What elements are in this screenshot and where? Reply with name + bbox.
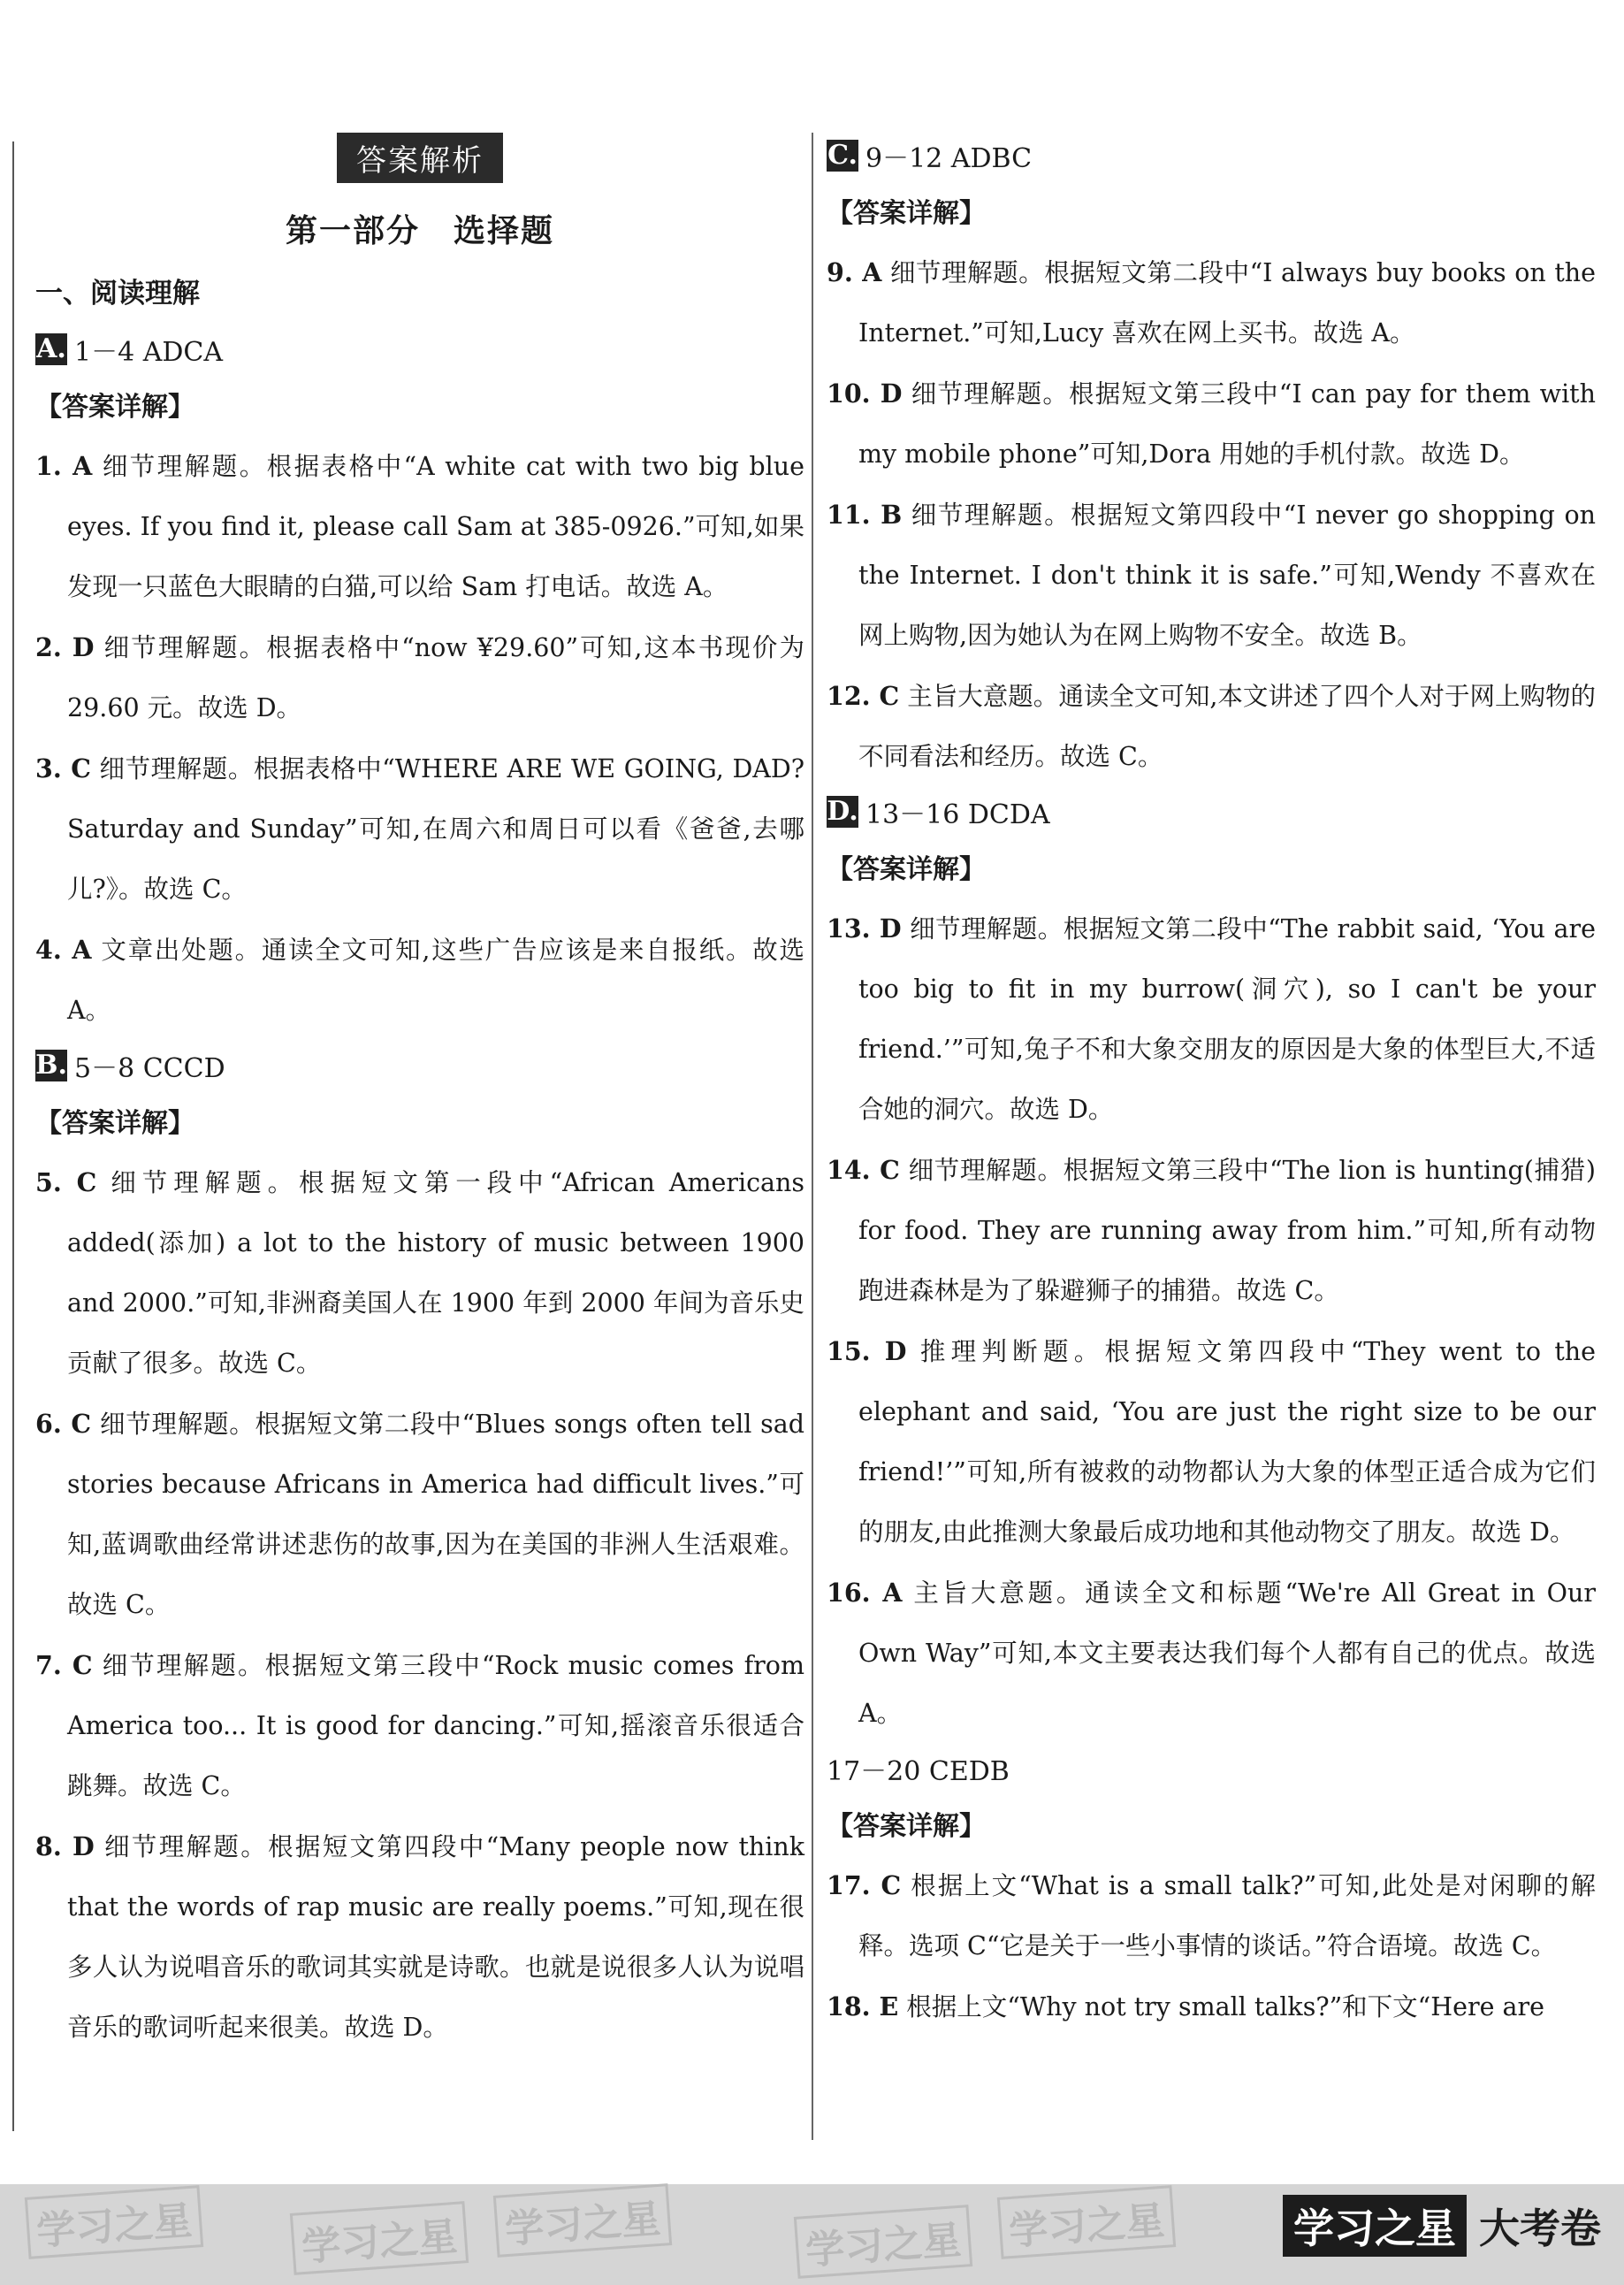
explanation-text: 细节理解题。根据短文第三段中“Rock music comes from America too... It is good for dancing.”可知,摇滚音乐很适合跳舞。故选 C。 <box>67 1651 804 1800</box>
detail-heading: 【答案详解】 <box>35 1108 194 1139</box>
question-number: 13. D <box>827 913 902 944</box>
question-explanation <box>35 1816 804 2058</box>
question-explanation <box>827 666 1596 787</box>
question-number: 12. C <box>827 681 900 711</box>
question-explanation <box>35 436 804 617</box>
explanation-text: 细节理解题。根据短文第三段中“The lion is hunting(捕猎) for food. They are running away from him.”可知,所有动物跑进森林是为了躲避狮子的捕猎。故选 C。 <box>858 1156 1596 1305</box>
detail-heading: 【答案详解】 <box>827 854 986 885</box>
part-title: 第一部分 选择题 <box>285 213 554 249</box>
explanation-text: 细节理解题。根据短文第四段中“I never go shopping on the Internet. I don't think it is safe.”可知,Wendy 不喜欢在网上购物,因为她认为在网上购物不安全。故选 B。 <box>858 501 1597 650</box>
question-explanation <box>827 363 1596 485</box>
explanation-text: 细节理解题。根据短文第二段中“I always buy books on the Internet.”可知,Lucy 喜欢在网上买书。故选 A。 <box>858 258 1596 348</box>
passage-badge: B. <box>35 1050 67 1081</box>
question-number: 5. C <box>35 1167 97 1197</box>
explanation-text: 细节理解题。根据短文第一段中“African Americans added(添加) a lot to the history of music between 1900 and 2000.”可知,非洲裔美国人在 1900 年到 2000 年间为音乐史贡献了很多。故选 C。 <box>67 1168 805 1378</box>
watermark-logo: 学习之星 <box>290 2201 469 2275</box>
brand-logo: 学习之星 <box>1283 2195 1467 2257</box>
section-title: 一、阅读理解 <box>35 278 200 310</box>
explanation-text: 文章出处题。通读全文可知,这些广告应该是来自报纸。故选 A。 <box>67 936 804 1025</box>
explanation-text: 细节理解题。根据短文第二段中“The rabbit said, ‘You are too big to fit in my burrow(洞穴), so I can't be your friend.’”可知,兔子不和大象交朋友的原因是大象的体型巨大,不适合她的洞穴。故选 D。 <box>858 914 1596 1124</box>
passage-badge: D. <box>827 796 858 827</box>
question-explanation <box>827 1855 1596 1976</box>
question-number: 10. D <box>827 378 903 409</box>
answer-key: 5－8 CCCD <box>74 1053 225 1084</box>
question-number: 2. D <box>35 632 95 662</box>
watermark-logo: 学习之星 <box>997 2185 1176 2259</box>
question-number: 1. A <box>35 451 93 481</box>
explanation-text: 根据上文“What is a small talk?”可知,此处是对闲聊的解释。选项 C“它是关于一些小事情的谈话。”符合语境。故选 C。 <box>858 1871 1596 1960</box>
passage-b-answers <box>35 1046 804 1085</box>
question-explanation <box>35 1635 804 1816</box>
explanation-text: 细节理解题。根据表格中“now ¥29.60”可知,这本书现价为 29.60 元。故选 D。 <box>67 633 804 722</box>
explanation-text: 细节理解题。根据表格中“A white cat with two big blue eyes. If you find it, please call Sam at 385-0926.”可知,如果发现一只蓝色大眼睛的白猫,可以给 Sam 打电话。故选 A。 <box>67 452 804 601</box>
brand-name: 大考卷 <box>1479 2205 1601 2252</box>
question-number: 8. D <box>35 1831 95 1861</box>
detail-heading: 【答案详解】 <box>827 1811 986 1842</box>
answer-key: 13－16 DCDA <box>865 799 1050 830</box>
detail-heading: 【答案详解】 <box>827 198 986 229</box>
explanation-text: 主旨大意题。通读全文可知,本文讲述了四个人对于网上购物的不同看法和经历。故选 C。 <box>858 682 1597 771</box>
question-explanation <box>827 242 1596 363</box>
answer-key: 17－20 CEDB <box>827 1756 1010 1787</box>
explanation-text: 主旨大意题。通读全文和标题“We're All Great in Our Own Way”可知,本文主要表达我们每个人都有自己的优点。故选 A。 <box>858 1578 1597 1728</box>
passage-badge: A. <box>36 333 66 364</box>
page-edge-line <box>0 141 14 2131</box>
left-column <box>35 133 804 2058</box>
question-explanation <box>35 1152 804 1394</box>
question-explanation <box>827 1563 1596 1744</box>
watermark-logo: 学习之星 <box>25 2185 203 2259</box>
question-number: 4. A <box>35 935 92 965</box>
watermark-logo: 学习之星 <box>493 2183 672 2258</box>
answer-key: 9－12 ADBC <box>865 143 1033 174</box>
watermark-logo: 学习之星 <box>794 2205 972 2279</box>
question-number: 14. C <box>827 1155 900 1185</box>
column-divider <box>812 133 813 2140</box>
question-number: 18. E <box>827 1991 899 2021</box>
question-number: 7. C <box>35 1650 93 1680</box>
question-number: 9. A <box>827 257 882 287</box>
answer-analysis-band <box>35 133 804 183</box>
explanation-text: 细节理解题。根据短文第四段中“Many people now think that the words of rap music are really poems.”可知,现在很多人认为说唱音乐的歌词其实就是诗歌。也就是说很多人认为说唱音乐的歌词听起来很美。故选 D。 <box>67 1832 804 2042</box>
passage-c-answers <box>827 136 1596 175</box>
brand-mark <box>1283 2195 1601 2257</box>
detail-heading: 【答案详解】 <box>35 392 194 423</box>
question-explanation <box>827 1140 1596 1321</box>
answer-key: 1－4 ADCA <box>74 337 224 368</box>
passage-badge: C. <box>827 140 858 171</box>
explanation-text: 根据上文“Why not try small talks?”和下文“Here are <box>906 1992 1544 2021</box>
question-explanation <box>35 920 804 1041</box>
question-explanation <box>827 1321 1596 1563</box>
right-column <box>827 133 1596 2037</box>
passage-d-answers <box>827 792 1596 831</box>
question-explanation <box>827 485 1596 666</box>
explanation-text: 细节理解题。根据短文第二段中“Blues songs often tell sad stories because Africans in America had difficult lives.”可知,蓝调歌曲经常讲述悲伤的故事,因为在美国的非洲人生活艰难。故选 C。 <box>67 1410 805 1619</box>
question-number: 15. D <box>827 1336 907 1366</box>
passage-a-answers <box>35 330 804 369</box>
question-number: 6. C <box>35 1409 92 1439</box>
question-number: 16. A <box>827 1578 903 1608</box>
explanation-text: 细节理解题。根据短文第三段中“I can pay for them with my mobile phone”可知,Dora 用她的手机付款。故选 D。 <box>858 379 1596 469</box>
question-explanation <box>35 1394 804 1635</box>
question-number: 3. C <box>35 753 91 783</box>
question-explanation <box>827 1976 1596 2037</box>
question-explanation <box>827 898 1596 1140</box>
band-label: 答案解析 <box>337 133 503 183</box>
explanation-text: 推理判断题。根据短文第四段中“They went to the elephant and said, ‘You are just the right size to be our friend!’”可知,所有被救的动物都认为大象的体型正适合成为它们的朋友,由此推测大象最后成功地和其他动物交了朋友。故选 D。 <box>858 1337 1596 1547</box>
question-explanation <box>35 617 804 738</box>
question-number: 17. C <box>827 1870 902 1900</box>
question-explanation <box>35 738 804 920</box>
question-number: 11. B <box>827 500 903 530</box>
passage-e-answers <box>827 1749 1596 1788</box>
explanation-text: 细节理解题。根据表格中“WHERE ARE WE GOING, DAD? Saturday and Sunday”可知,在周六和周日可以看《爸爸,去哪儿?》。故选 C。 <box>67 754 805 904</box>
